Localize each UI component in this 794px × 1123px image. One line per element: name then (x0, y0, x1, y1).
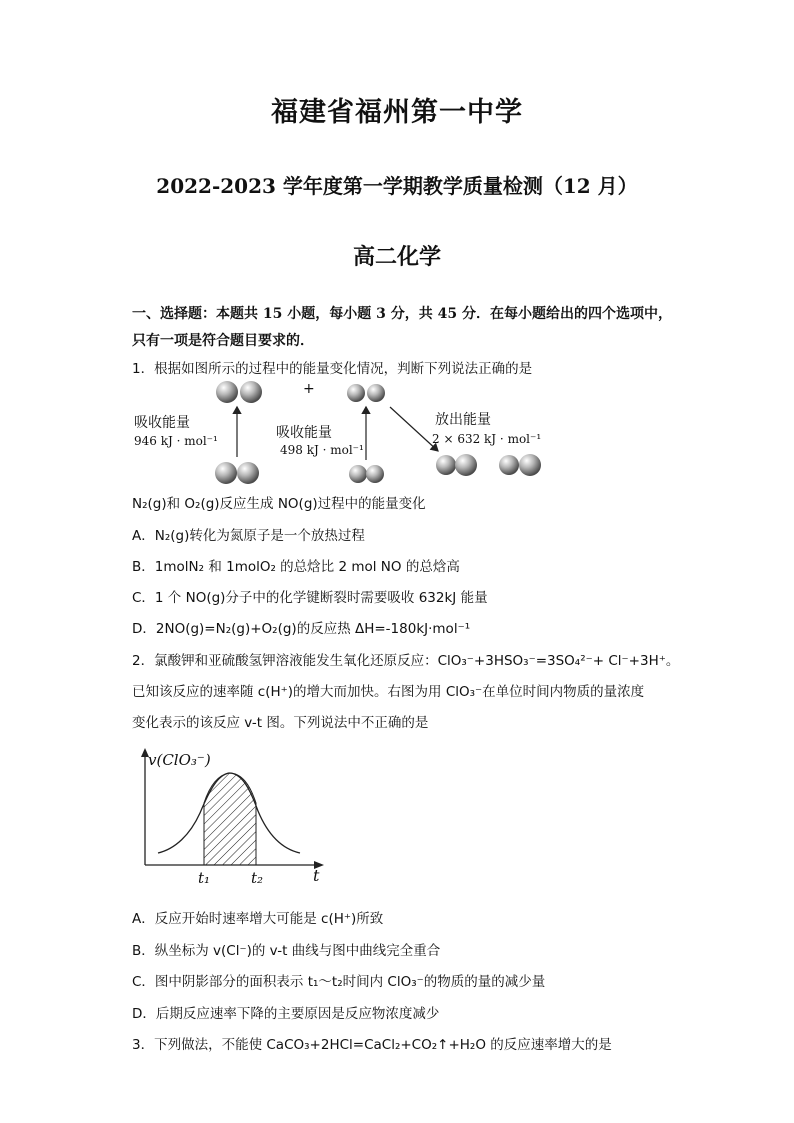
graph-t2-label: t₂ (251, 869, 264, 887)
graph-t1-label: t₁ (198, 869, 211, 887)
nitrogen-atoms-top (216, 381, 262, 403)
arrow-down-release (390, 407, 438, 451)
q1-option-a: A．N₂(g)转化为氮原子是一个放热过程 (132, 528, 365, 544)
q2-option-c: C．图中阴影部分的面积表示 t₁～t₂时间内 ClO₃⁻的物质的量的减少量 (132, 974, 546, 990)
nitrogen-molecule (215, 462, 259, 484)
section-heading-line1: 一、选择题：本题共 15 小题，每小题 3 分，共 45 分．在每小题给出的四个选项中， (132, 306, 672, 322)
q2-stem-line1: 2．氯酸钾和亚硫酸氢钾溶液能发生氧化还原反应：ClO₃⁻+3HSO₃⁻=3SO₄²⁻+ Cl⁻+3H⁺。 (132, 653, 680, 669)
q1-caption: N₂(g)和 O₂(g)反应生成 NO(g)过程中的能量变化 (132, 496, 426, 512)
release-label: 放出能量 (435, 412, 491, 428)
oxygen-atoms-top (347, 384, 385, 402)
graph-y-label: v(ClO₃⁻) (148, 751, 211, 769)
release-value: 2 × 632 kJ · mol⁻¹ (432, 432, 542, 446)
plus-sign: + (303, 381, 315, 397)
oxygen-molecule (349, 465, 384, 483)
school-title: 福建省福州第一中学 (271, 97, 523, 128)
q2-option-b: B．纵坐标为 v(Cl⁻)的 v-t 曲线与图中曲线完全重合 (132, 943, 441, 959)
q2-option-d: D．后期反应速率下降的主要原因是反应物浓度减少 (132, 1006, 440, 1022)
absorb-label-2: 吸收能量 (276, 425, 332, 441)
exam-title: 2022-2023 学年度第一学期教学质量检测（12 月） (156, 174, 638, 198)
q2-stem-line3: 变化表示的该反应 v-t 图。下列说法中不正确的是 (132, 715, 429, 731)
q1-option-c: C．1 个 NO(g)分子中的化学键断裂时需要吸收 632kJ 能量 (132, 590, 488, 606)
q1-option-b: B．1molN₂ 和 1molO₂ 的总焓比 2 mol NO 的总焓高 (132, 559, 460, 575)
graph-x-label: t (313, 866, 320, 885)
absorb-value-1: 946 kJ · mol⁻¹ (134, 434, 218, 448)
q2-stem-line2: 已知该反应的速率随 c(H⁺)的增大而加快。右图为用 ClO₃⁻在单位时间内物质的量浓度 (132, 684, 645, 700)
section-heading-line2: 只有一项是符合题目要求的． (132, 333, 314, 349)
q1-option-d: D．2NO(g)=N₂(g)+O₂(g)的反应热 ΔH=-180kJ·mol⁻¹ (132, 621, 471, 637)
shaded-area (204, 773, 256, 865)
no-molecule-1 (436, 454, 477, 476)
q1-stem: 1．根据如图所示的过程中的能量变化情况，判断下列说法正确的是 (132, 361, 533, 377)
absorb-label-1: 吸收能量 (134, 415, 190, 431)
subject-title: 高二化学 (352, 244, 441, 270)
q3-stem: 3．下列做法，不能使 CaCO₃+2HCl=CaCl₂+CO₂↑+H₂O 的反应速率增大的是 (132, 1037, 612, 1053)
no-molecule-2 (499, 454, 541, 476)
absorb-value-2: 498 kJ · mol⁻¹ (280, 443, 364, 457)
q2-option-a: A．反应开始时速率增大可能是 c(H⁺)所致 (132, 911, 384, 927)
